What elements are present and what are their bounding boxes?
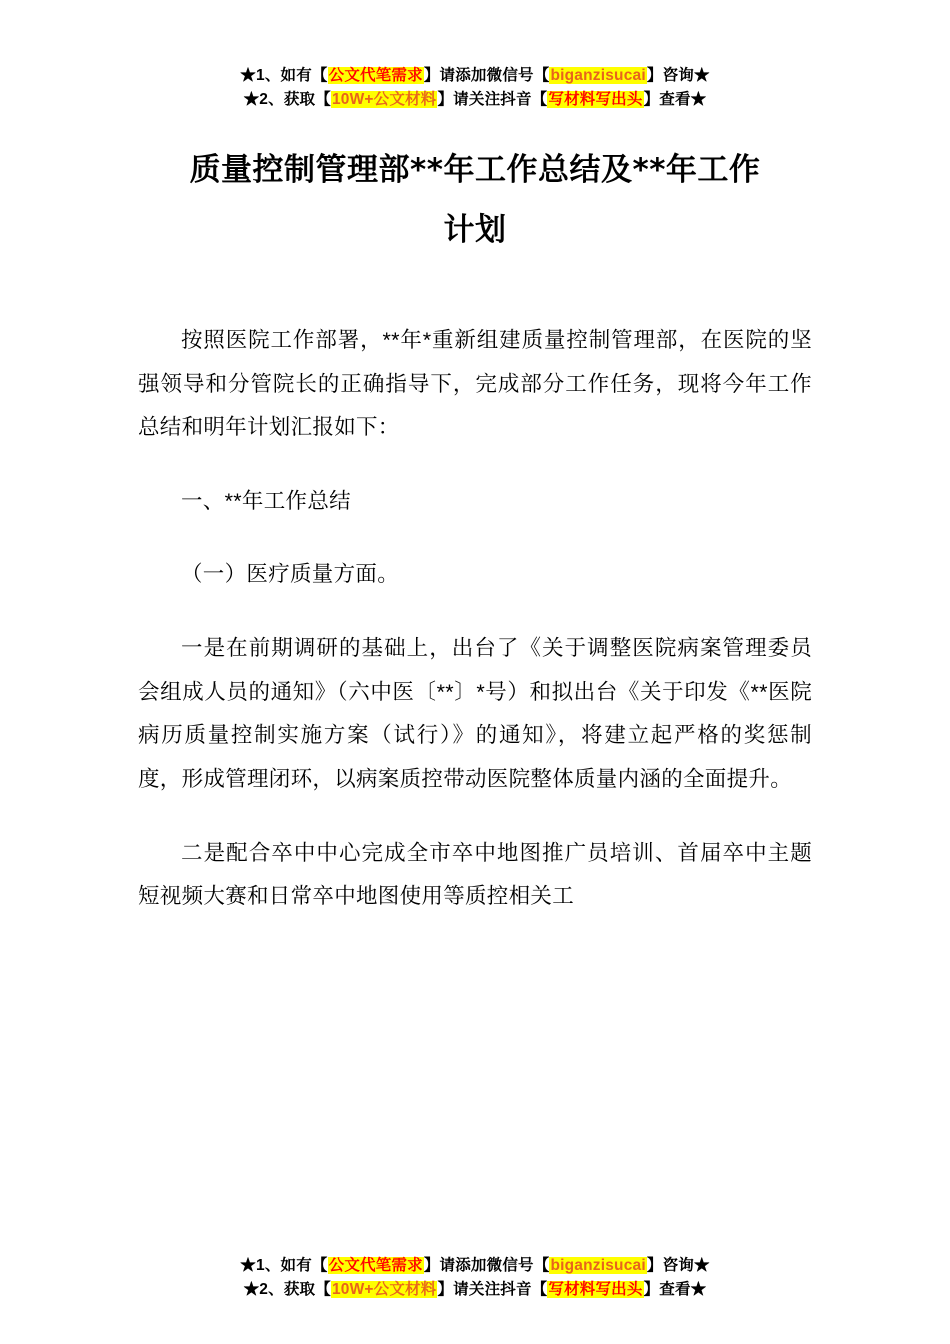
promo-line-2-mid: 】请关注抖音【 (437, 91, 548, 109)
page-title (138, 140, 812, 261)
body-heading-section-1: 一、**年工作总结 (181, 488, 351, 513)
promo-line-2-highlight-1: 10W+公文材料 (331, 1280, 437, 1298)
promo-line-2-mid: 】请关注抖音【 (437, 1280, 548, 1298)
promo-line-2-highlight-2: 写材料写出头 (548, 91, 643, 109)
promo-line-1-mid: 】请添加微信号【 (423, 67, 550, 84)
page-title-line-2: 计划 (443, 212, 507, 249)
promo-line-1-prefix: ★1、如有【 (240, 1256, 328, 1274)
body-paragraph: 一是在前期调研的基础上，出台了《关于调整医院病案管理委员会组成人员的通知》（六中医〔**〕*号）和拟出台《关于印发《**医院病历质量控制实施方案（试行）》的通知》，将建立起严格的奖惩制度，形成管理闭环，以病案质控带动医院整体质量内涵的全面提升。 (138, 636, 812, 792)
promo-banner-bottom (0, 1254, 950, 1302)
promo-line-1-prefix: ★1、如有【 (240, 67, 328, 84)
promo-line-2 (138, 88, 812, 112)
promo-line-2-suffix: 】查看★ (643, 91, 707, 109)
promo-line-1-mid: 】请添加微信号【 (423, 1256, 550, 1274)
promo-line-2-prefix: ★2、获取【 (243, 91, 331, 109)
promo-line-2-highlight-2: 写材料写出头 (548, 1280, 643, 1298)
promo-line-2-bottom (0, 1278, 950, 1302)
promo-line-1-highlight-1: 公文代笔需求 (328, 1256, 423, 1274)
promo-line-1-highlight-2: biganzisucai (550, 1256, 646, 1274)
promo-line-1 (138, 64, 812, 88)
promo-line-2-suffix: 】查看★ (643, 1280, 707, 1298)
promo-line-1-suffix: 】咨询★ (646, 67, 710, 84)
promo-line-1-suffix: 】咨询★ (646, 1256, 710, 1274)
body-paragraph: 二是配合卒中中心完成全市卒中地图推广员培训、首届卒中主题短视频大赛和日常卒中地图使用等质控相关工 (138, 840, 812, 909)
document-body (138, 319, 812, 919)
promo-line-2-highlight-1: 10W+公文材料 (331, 91, 437, 109)
promo-line-1-highlight-1: 公文代笔需求 (328, 67, 423, 84)
promo-line-1-highlight-2: biganzisucai (550, 67, 646, 84)
body-heading-subsection-1: （一）医疗质量方面。 (181, 562, 400, 587)
promo-line-1-bottom (0, 1254, 950, 1278)
promo-line-2-prefix: ★2、获取【 (243, 1280, 331, 1298)
body-paragraph: 按照医院工作部署，**年*重新组建质量控制管理部，在医院的坚强领导和分管院长的正确指导下，完成部分工作任务，现将今年工作总结和明年计划汇报如下： (138, 327, 812, 440)
promo-banner-top (138, 0, 812, 112)
page-title-line-1: 质量控制管理部**年工作总结及**年工作 (189, 152, 761, 189)
